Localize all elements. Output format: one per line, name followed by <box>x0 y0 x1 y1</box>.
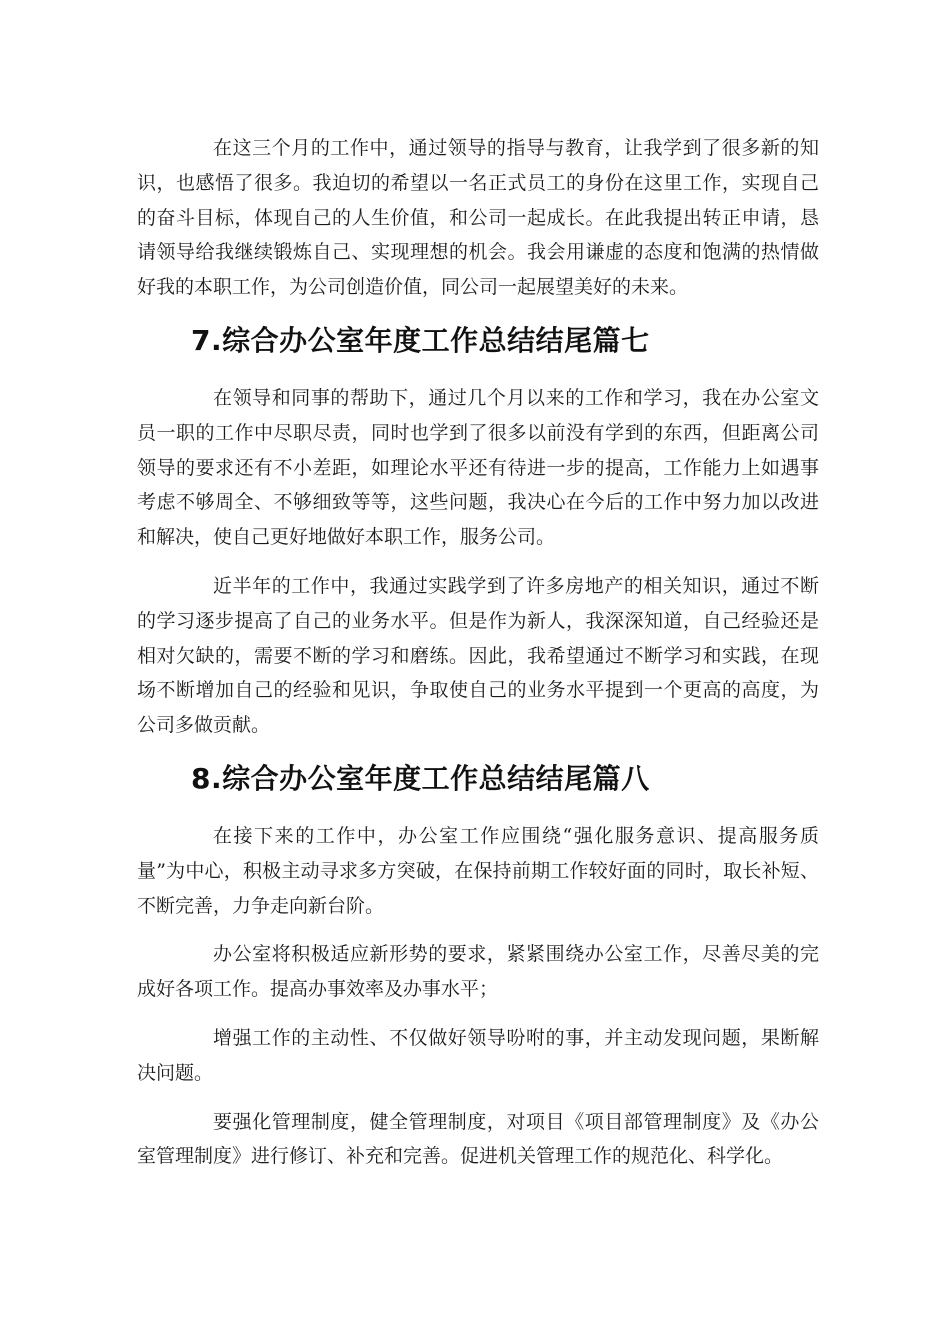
intro-paragraph: 在这三个月的工作中，通过领导的指导与教育，让我学到了很多新的知识，也感悟了很多。我迫切的希望以一名正式员工的身份在这里工作，实现自己的奋斗目标，体现自己的人生价值，和公司一起成长。在此我提出转正申请，恳请领导给我继续锻炼自己、实现理想的机会。我会用谦虚的态度和饱满的热情做好我的本职工作，为公司创造价值，同公司一起展望美好的未来。 <box>137 137 819 299</box>
section-7-paragraph-1: 在领导和同事的帮助下，通过几个月以来的工作和学习，我在办公室文员一职的工作中尽职尽责，同时也学到了很多以前没有学到的东西，但距离公司领导的要求还有不小差距，如理论水平还有待进一步的提高，工作能力上如遇事考虑不够周全、不够细致等等，这些问题，我决心在今后的工作中努力加以改进和解决，使自己更好地做好本职工作，服务公司。 <box>137 386 819 549</box>
section-7-paragraph-2: 近半年的工作中，我通过实践学到了许多房地产的相关知识，通过不断的学习逐步提高了自己的业务水平。但是作为新人，我深深知道，自己经验还是相对欠缺的，需要不断的学习和磨练。因此，我希望通过不断学习和实践，在现场不断增加自己的经验和见识，争取使自己的业务水平提到一个更高的高度，为公司多做贡献。 <box>137 574 819 737</box>
section-8-paragraph-1: 在接下来的工作中，办公室工作应围绕“强化服务意识、提高服务质量”为中心，积极主动寻求多方突破，在保持前期工作较好面的同时，取长补短、不断完善，力争走向新台阶。 <box>137 824 819 917</box>
section-8-heading: 8.综合办公室年度工作总结结尾篇八 <box>191 761 650 795</box>
section-7-heading: 7.综合办公室年度工作总结结尾篇七 <box>191 323 650 357</box>
document-body <box>137 131 819 1188</box>
section-8-paragraph-2: 办公室将积极适应新形势的要求，紧紧围绕办公室工作，尽善尽美的完成好各项工作。提高办事效率及办事水平； <box>137 943 819 1001</box>
section-8-paragraph-3: 增强工作的主动性、不仅做好领导吩咐的事，并主动发现问题，果断解决问题。 <box>137 1026 819 1084</box>
section-8-paragraph-4: 要强化管理制度，健全管理制度，对项目《项目部管理制度》及《办公室管理制度》进行修订、补充和完善。促进机关管理工作的规范化、科学化。 <box>137 1110 819 1168</box>
